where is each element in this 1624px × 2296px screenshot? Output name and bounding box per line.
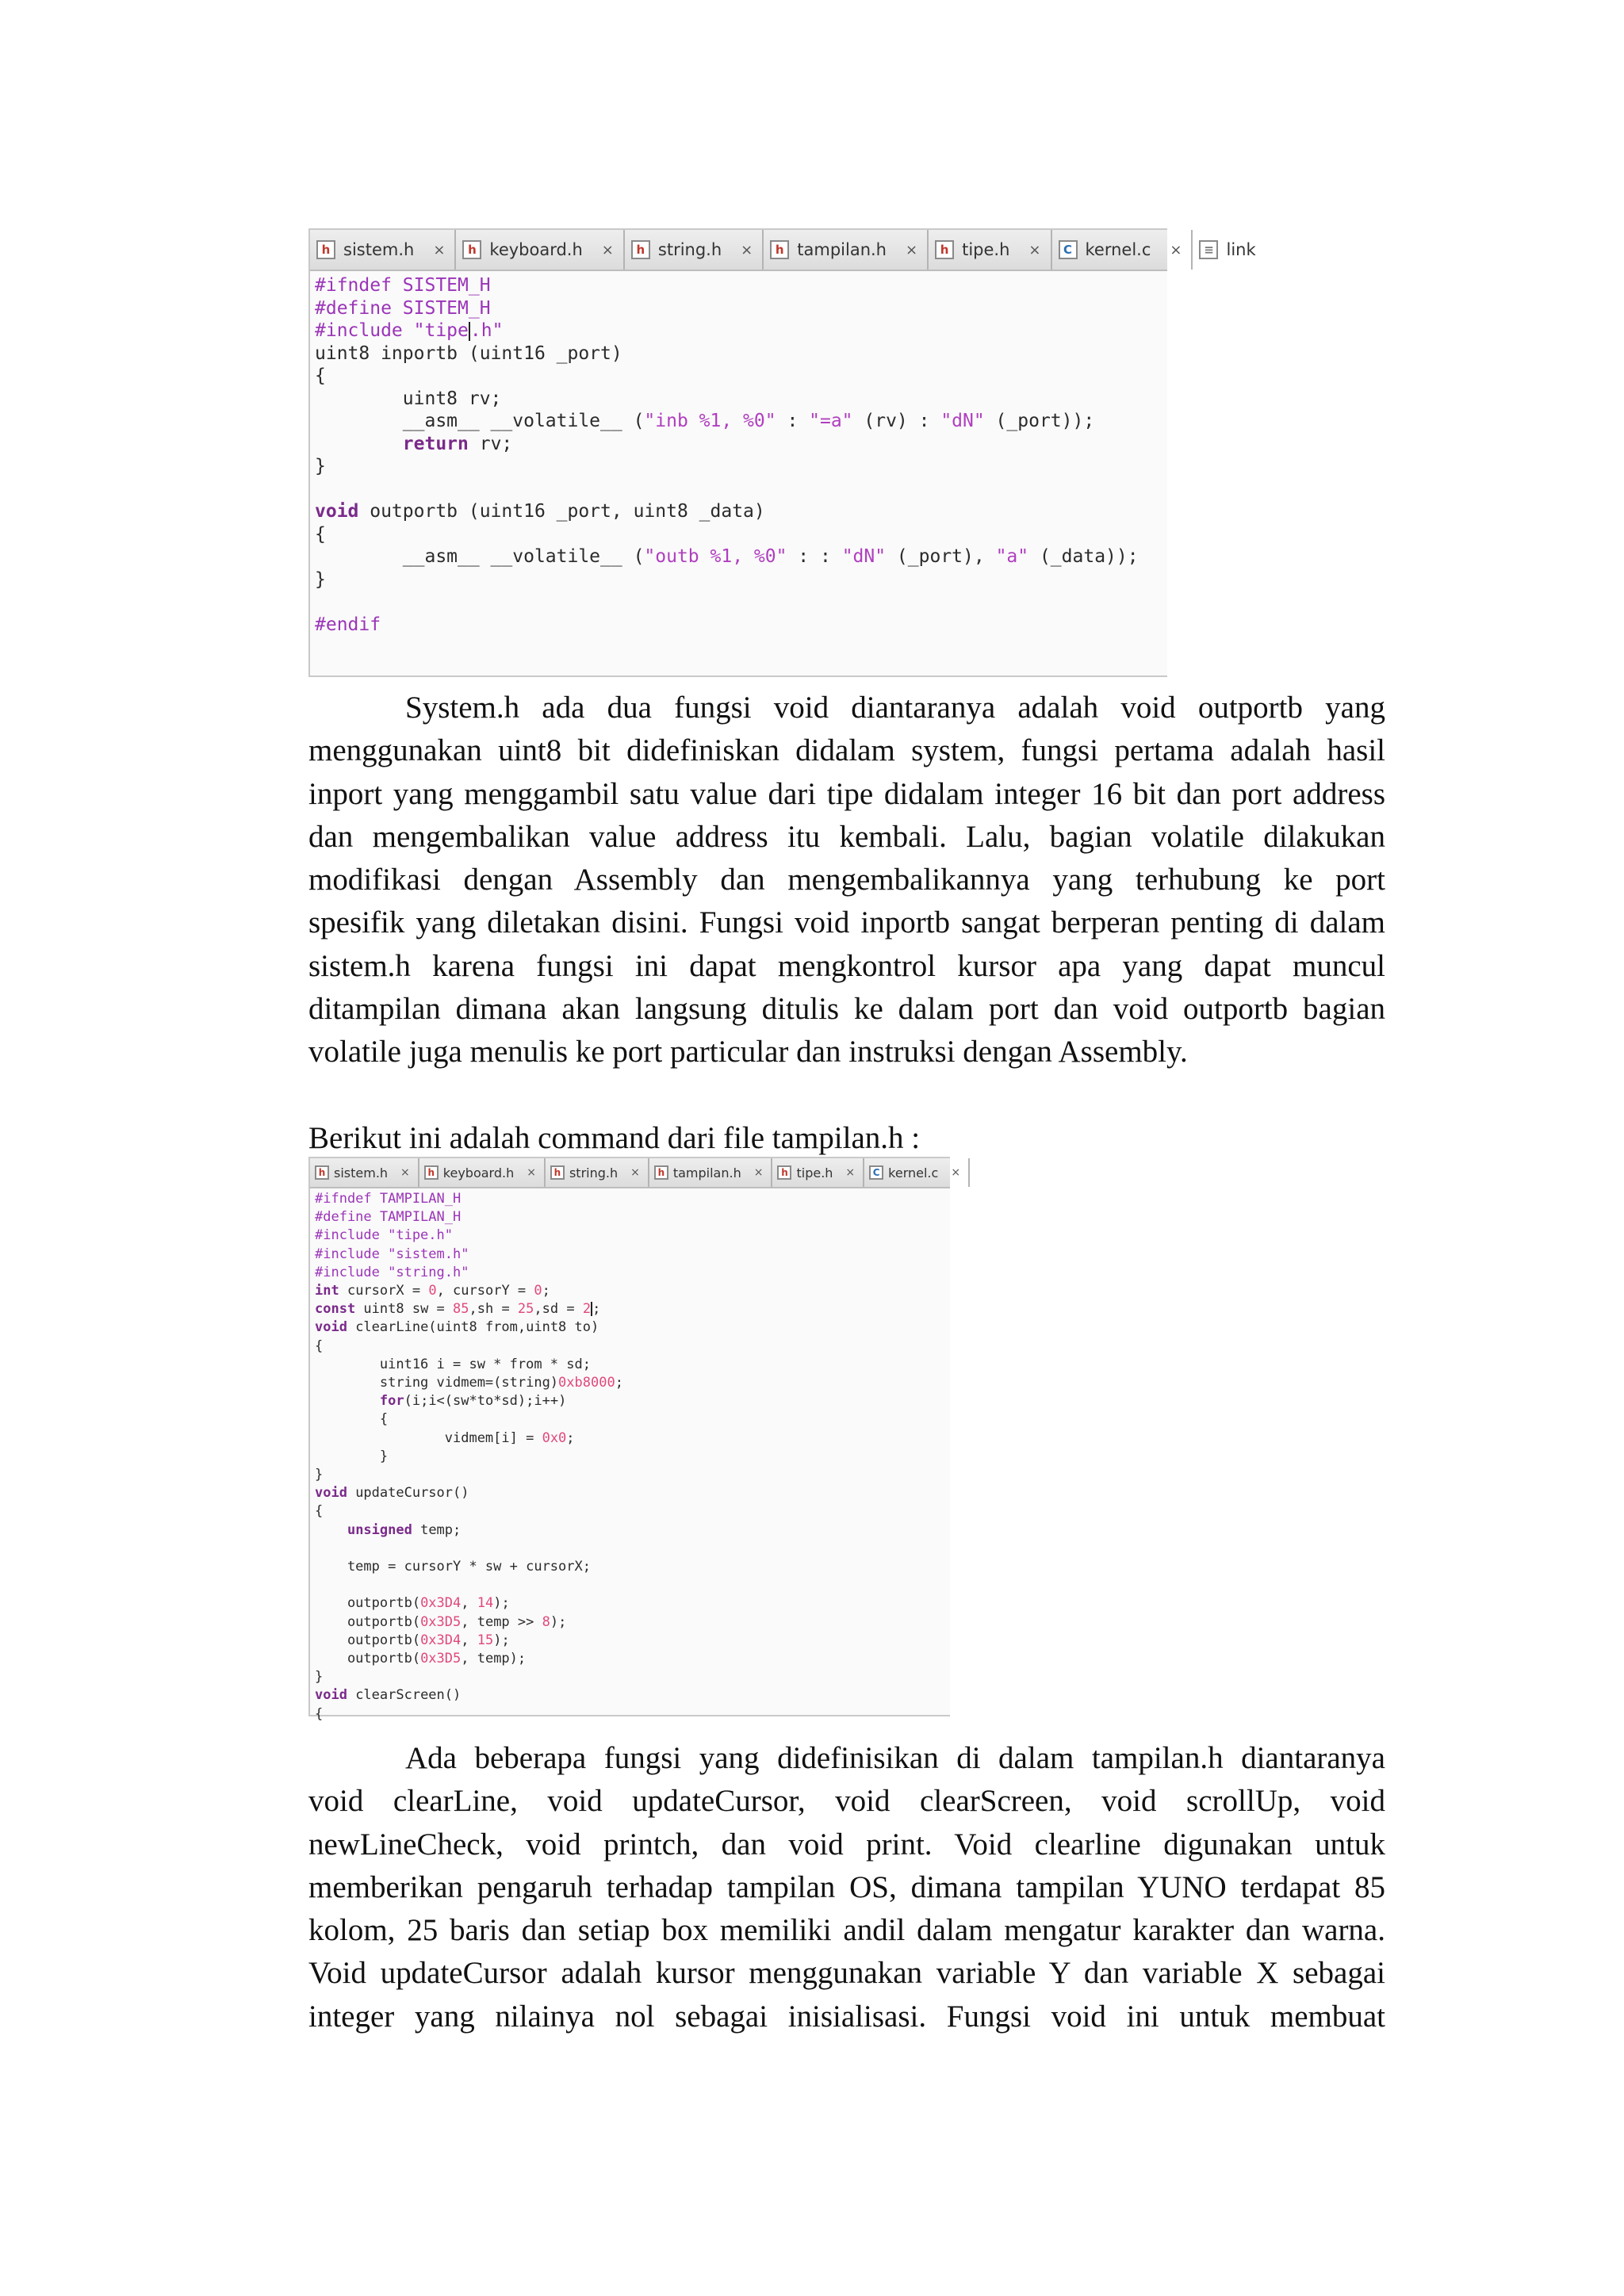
text-line: menggunakan uint8 bit didefiniskan didalam system, fungsi pertama adalah hasil [308,733,1385,768]
text-line: integer yang nilainya nol sebagai inisialisasi. Fungsi void ini untuk membuat [308,1999,1385,2034]
code-area[interactable] [310,1188,950,1724]
tab-label: tampilan.h [797,240,887,259]
code-line: outportb(0x3D4, 14); [315,1595,510,1612]
h-file-icon: h [550,1165,565,1180]
code-line: __asm__ __volatile__ ("outb %1, %0" : : "dN" (_port), "a" (_data)); [315,546,1139,567]
code-line: #include "tipe.h" [315,1227,453,1244]
tab-keyboard-h[interactable] [456,230,624,270]
code-line: void outportb (uint16 _port, uint8 _data) [315,501,765,522]
close-icon[interactable]: × [400,1166,410,1179]
tab-tampilan-h[interactable] [764,230,929,270]
h-file-icon: h [935,240,954,259]
paragraph-tampilan-h [308,1737,1385,2038]
code-line: uint8 inportb (uint16 _port) [315,342,622,364]
text-line: void clearLine, void updateCursor, void clearScreen, void scrollUp, void [308,1784,1385,1819]
code-line: void updateCursor() [315,1485,469,1502]
text-line: dan mengembalikan value address itu kembali. Lalu, bagian volatile dilakukan [308,819,1385,854]
code-line: #ifndef SISTEM_H [315,275,491,296]
tab-label: sistem.h [334,1165,389,1181]
text-line: Ada beberapa fungsi yang didefinisikan di dalam tampilan.h diantaranya [405,1741,1385,1775]
h-file-icon: h [654,1165,668,1180]
close-icon[interactable]: × [1170,241,1182,258]
code-line: uint16 i = sw * from * sd; [315,1356,591,1372]
code-line: outportb(0x3D4, 15); [315,1632,510,1648]
code-line [315,591,1167,614]
code-line: return rv; [402,433,513,454]
h-file-icon: h [316,240,335,259]
tab-label: link [1226,240,1256,259]
code-line: uint8 rv; [315,388,502,409]
code-editor-tampilan-h [308,1157,961,1722]
code-line: const uint8 sw = 85,sh = 25,sd = 2 ; [315,1301,601,1318]
code-editor-sistem-h [308,228,1256,677]
tab-label: string.h [657,240,722,259]
text-line: modifikasi dengan Assembly dan mengembalikannya yang terhubung ke port [308,863,1385,897]
tab-string-h[interactable] [546,1158,649,1187]
code-line [315,1576,950,1594]
text-cursor [469,322,470,341]
code-line: #endif [315,614,381,635]
close-icon[interactable]: × [1028,241,1041,258]
close-icon[interactable]: × [906,241,918,258]
text-line: sistem.h karena fungsi ini dapat mengkontrol kursor apa yang dapat muncul [308,948,1385,983]
code-line: string vidmem=(string)0xb8000; [315,1375,623,1391]
code-line: vidmem[i] = 0x0; [315,1429,575,1446]
code-line: #include "sistem.h" [315,1246,469,1262]
code-line: unsigned temp; [347,1521,462,1538]
c-file-icon: C [1059,240,1078,259]
close-icon[interactable]: × [741,241,753,258]
code-line [315,1540,950,1558]
tab-tipe-h[interactable] [772,1158,864,1187]
code-line: outportb(0x3D5, temp); [315,1651,527,1667]
code-line: { [315,1411,389,1428]
code-line: #define TAMPILAN_H [315,1209,462,1226]
code-line: { [315,523,326,545]
paragraph-sistem-h [308,687,1385,1074]
tab-keyboard-h[interactable] [419,1158,546,1187]
code-line: { [315,1337,324,1354]
close-icon[interactable]: × [527,1166,536,1179]
tab-label: keyboard.h [489,240,583,259]
code-line: } [315,1467,324,1483]
code-line: #include "tipe.h" [315,320,504,341]
code-area[interactable] [310,271,1167,636]
tab-label: tipe.h [796,1165,833,1181]
code-line: { [315,365,326,386]
h-file-icon: h [315,1165,329,1180]
code-line: #define SISTEM_H [315,297,491,319]
text-line: kolom, 25 baris dan setiap box memiliki andil dalam mengatur karakter dan warna. [308,1913,1385,1948]
tab-tipe-h[interactable] [929,230,1051,270]
text-line: Void updateCursor adalah kursor menggunakan variable Y dan variable X sebagai [308,1956,1385,1991]
tab-label: sistem.h [343,240,415,259]
close-icon[interactable]: × [601,241,614,258]
tab-label: string.h [569,1165,619,1181]
code-line: } [315,456,326,476]
close-icon[interactable]: × [845,1166,856,1179]
h-file-icon: h [770,240,789,259]
file-icon: ≡ [1199,240,1218,259]
tab-label: kernel.c [1085,240,1151,259]
code-line: __asm__ __volatile__ ("inb %1, %0" : "=a" (rv) : "dN" (_port)); [315,411,1095,431]
h-file-icon: h [777,1165,791,1180]
tab-kernel-c[interactable] [1052,230,1193,270]
tab-tampilan-h[interactable] [649,1158,773,1187]
code-line: int cursorX = 0, cursorY = 0; [315,1283,550,1299]
tab-label: kernel.c [888,1165,939,1181]
code-line: temp = cursorY * sw + cursorX; [315,1559,591,1575]
text-cursor [591,1302,592,1316]
h-file-icon: h [462,240,481,259]
text-line: newLineCheck, void printch, dan void print. Void clearline digunakan untuk [308,1827,1385,1862]
close-icon[interactable]: × [433,241,446,258]
code-line: } [315,1448,389,1464]
code-line: void clearScreen() [315,1687,462,1704]
tab-label: tipe.h [962,240,1010,259]
c-file-icon: C [869,1165,883,1180]
h-file-icon: h [631,240,650,259]
text-line: spesifik yang diletakan disini. Fungsi void inportb sangat berperan penting di dalam [308,905,1385,940]
tab-label: tampilan.h [672,1165,741,1181]
tab-label: keyboard.h [442,1165,515,1181]
editor-tab-bar [310,230,1256,271]
tab-sistem-h[interactable] [310,1158,419,1187]
tab-string-h[interactable] [625,230,764,270]
text-line: memberikan pengaruh terhadap tampilan OS, dimana tampilan YUNO terdapat 85 [308,1869,1385,1904]
close-icon[interactable]: × [753,1166,764,1179]
tab-sistem-h[interactable] [310,230,456,270]
intro-line [308,1117,1385,1160]
text-line: ditampilan dimana akan langsung ditulis ke dalam port dan void outportb bagian [308,992,1385,1027]
code-line: #ifndef TAMPILAN_H [315,1191,462,1207]
h-file-icon: h [424,1165,439,1180]
code-line [315,478,1167,501]
code-line: outportb(0x3D5, temp >> 8); [315,1613,567,1630]
code-line: } [315,1669,324,1686]
text-line: inport yang menggambil satu value dari tipe didalam integer 16 bit dan port address [308,776,1385,811]
code-line: for(i;i<(sw*to*sd);i++) [379,1393,567,1410]
text-line: volatile juga menulis ke port particular dan instruksi dengan Assembly. [308,1035,1188,1070]
code-line: void clearLine(uint8 from,uint8 to) [315,1319,599,1336]
text-line: System.h ada dua fungsi void diantaranya adalah void outportb yang [405,691,1385,725]
tab-link[interactable] [1193,230,1265,270]
editor-tab-bar [310,1158,961,1188]
close-icon[interactable]: × [630,1166,640,1179]
code-line: } [315,568,326,590]
code-line: #include "string.h" [315,1264,469,1280]
code-line: { [315,1705,324,1722]
text-line: Berikut ini adalah command dari file tampilan.h : [308,1121,921,1155]
tab-kernel-c[interactable] [864,1158,970,1187]
code-line: { [315,1503,324,1520]
close-icon[interactable]: × [951,1166,961,1179]
